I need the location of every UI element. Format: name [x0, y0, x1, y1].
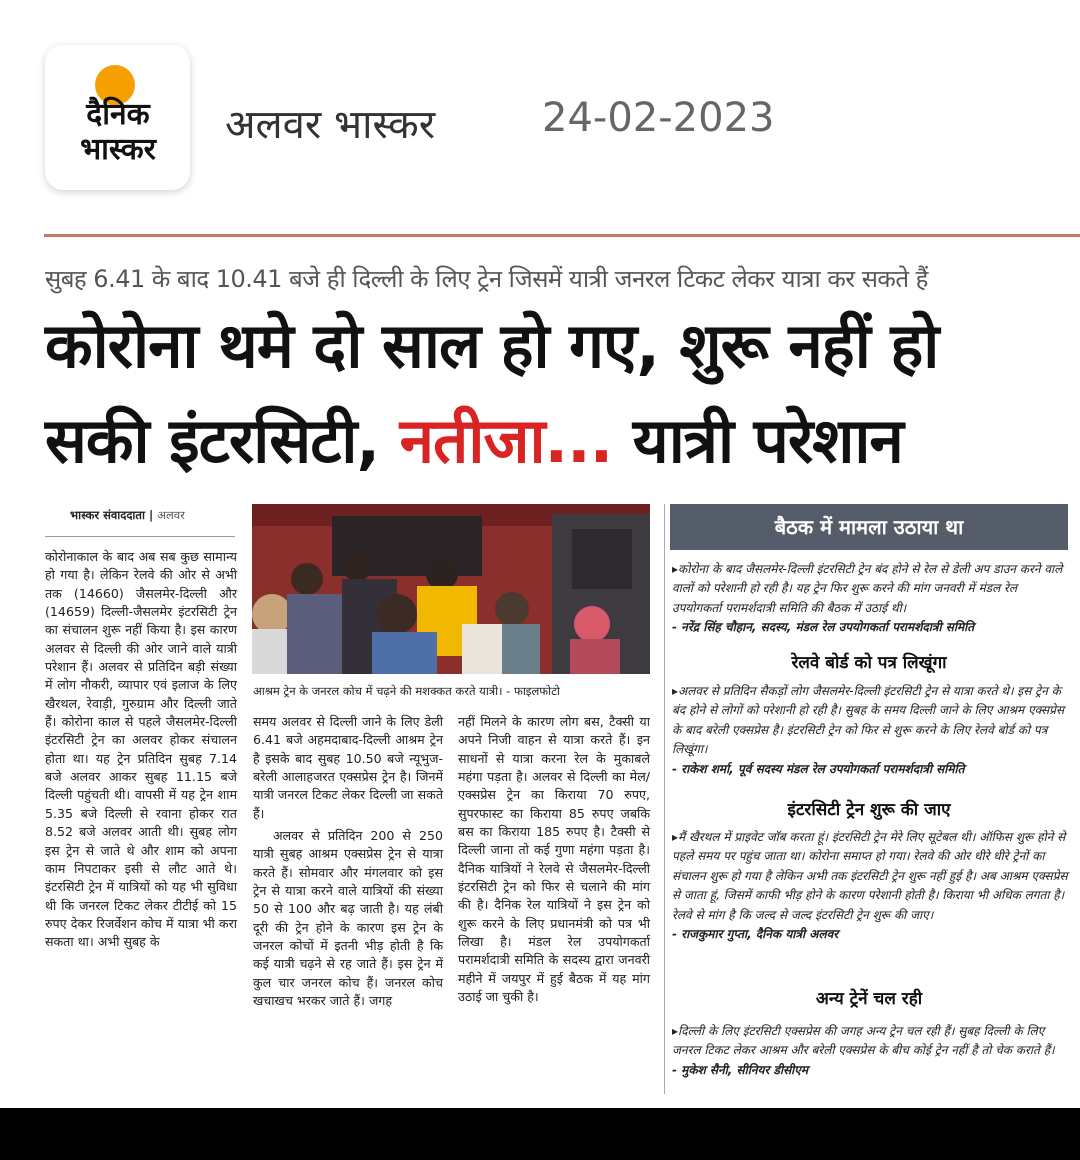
byline-name: भास्कर संवाददाता [70, 508, 145, 522]
edition-date: 24-02-2023 [542, 95, 775, 141]
quote-3-signature: - राजकुमार गुप्ता, दैनिक यात्री अलवर [672, 927, 839, 942]
header-divider [44, 234, 1080, 237]
kicker-headline: सुबह 6.41 के बाद 10.41 बजे ही दिल्ली के लिए ट्रेन जिसमें यात्री जनरल टिकट लेकर यात्रा कर सकते हैं [45, 265, 928, 293]
sidebar-subheading-2: रेलवे बोर्ड को पत्र लिखूंगा [791, 653, 947, 673]
sidebar-quote-2 [672, 682, 1068, 779]
headline-line-2 [45, 395, 903, 487]
article-col2-paragraph-1: समय अलवर से दिल्ली जाने के लिए डेली 6.41 बजे अहमदाबाद-दिल्ली आश्रम ट्रेन है इसके बाद सुबह 10.50 बजे न्यूभुज- बरेली आलाहजरत एक्सप्रेस ट्रेन है। जिनमें यात्री जनरल टिकट लेकर दिल्ली जा सकते हैं। [253, 714, 443, 821]
quote-4-signature: - मुकेश सैनी, सीनियर डीसीएम [672, 1062, 809, 1077]
sidebar-subheading-4: अन्य ट्रेनें चल रही [815, 989, 923, 1009]
article-column-2 [253, 713, 443, 1011]
sidebar-quote-1 [672, 560, 1068, 638]
column-separator [664, 504, 665, 1094]
edition-name: अलवर भास्कर [225, 102, 436, 148]
article-col3-paragraph: नहीं मिलने के कारण लोग बस, टैक्सी या अपने निजी वाहन से यात्रा करते हैं। इन साधनों से यात्रा करना रेल के मुकाबले महंगा पड़ता है। अलवर से दिल्ली का मेल/ एक्सप्रेस ट्रेन का किराया 70 रुपए, सुपरफास्ट का किराया 85 रुपए जबकि बस का किराया 185 रुपए है। टैक्सी से दिल्ली जाना तो कई गुणा महंगा पड़ता है। दैनिक यात्रियों ने रेलवे से जैसलमेर-दिल्ली इंटरसिटी ट्रेन को फिर से चलाने की मांग की है। दैनिक रेल यात्रियों ने इस ट्रेन को शुरू करने के लिए प्रधानमंत्री को पत्र भी लिखा है। मंडल रेल उपयोगकर्ता परामर्शदात्री समिति के सदस्य द्वारा जनवरी महीने में जयपुर में हुई बैठक में यह मांग उठाई जा चुकी है। [458, 714, 650, 1005]
train-crowd-photo [252, 504, 650, 674]
quote-1-text: कोरोना के बाद जैसलमेर-दिल्ली इंटरसिटी ट्रेन बंद होने से रेल से डेली अप डाउन करने वाले वालों को परेशानी हो रही है। यह ट्रेन फिर शुरू करने की मांग जनवरी में मंडल रेल उपयोगकर्ता परामर्शदात्री समिति की बैठक में उठाई थी। [672, 562, 1063, 615]
photo-caption: आश्रम ट्रेन के जनरल कोच में चढ़ने की मशक्कत करते यात्री। - फाइलफोटो [253, 684, 560, 698]
quote-bullet: ▸ [672, 830, 679, 844]
quote-bullet: ▸ [672, 562, 679, 576]
byline-location: अलवर [157, 508, 185, 522]
quote-2-signature: - राकेश शर्मा, पूर्व सदस्य मंडल रेल उपयोगकर्ता परामर्शदात्री समिति [672, 761, 965, 776]
quote-1-signature: - नरेंद्र सिंह चौहान, सदस्य, मंडल रेल उपयोगकर्ता परामर्शदात्री समिति [672, 620, 975, 635]
article-col2-paragraph-2: अलवर से प्रतिदिन 200 से 250 यात्री सुबह आश्रम एक्सप्रेस ट्रेन से यात्रा करते हैं। सोमवार और मंगलवार को इस ट्रेन से यात्रा करने वाले यात्रियों की संख्या 50 से 100 और बढ़ जाती है। यह लंबी दूरी की ट्रेन होने के कारण इस ट्रेन के जनरल कोचों में इतनी भीड़ होती है कि कई यात्री चढ़ने से रह जाते हैं। इस ट्रेन में कुल चार जनरल कोच हैं। जनरल कोच खचाखच भरकर जाते हैं। जगह [253, 828, 443, 1009]
quote-3-text: मैं खैरथल में प्राइवेट जॉब करता हूं। इंटरसिटी ट्रेन मेरे लिए सूटेबल थी। ऑफिस शुरू होने से पहले समय पर पहुंच जाता था। कोरोना समाप्त हो गया। रेलवे की ओर धीरे धीरे ट्रेनों का संचालन शुरू हो गया है लेकिन अभी तक इंटरसिटी ट्रेन शुरू नहीं हुई है। अब आश्रम एक्सप्रेस से जाता हूं, जिसमें काफी भीड़ होने के कारण परेशानी होती है। किराया भी अधिक लगता है। रेलवे से मांग है कि जल्द से जल्द इंटरसिटी ट्रेन शुरू की जाए। [672, 830, 1068, 922]
logo-text-line2: भास्कर [80, 132, 156, 167]
photo-illustration [252, 504, 650, 674]
sidebar-quote-4 [672, 1022, 1068, 1080]
sidebar-heading: बैठक में मामला उठाया था [670, 504, 1068, 550]
quote-4-text: दिल्ली के लिए इंटरसिटी एक्सप्रेस की जगह अन्य ट्रेन चल रही हैं। सुबह दिल्ली के लिए जनरल टिकट लेकर आश्रम और बरेली एक्सप्रेस के बीच कोई ट्रेन नहीं है तो चेक कराते हैं। [672, 1024, 1055, 1058]
article-column-1: कोरोनाकाल के बाद अब सब कुछ सामान्य हो गया है। लेकिन रेलवे की ओर से अभी तक (14660) जैसलमेर-दिल्ली और (14659) दिल्ली-जैसलमेर इंटरसिटी ट्रेन का संचालन शुरू नहीं किया है। इस कारण अलवर से दिल्ली की ओर जाने वाले यात्री परेशान हैं। अलवर से प्रतिदिन बड़ी संख्या में लोग नौकरी, व्यापार एवं इलाज के लिए खैरथल, रेवाड़ी, गुरुग्राम और दिल्ली जाते हैं। कोरोना काल से पहले जैसलमेर-दिल्ली इंटरसिटी ट्रेन का अलवर होकर संचालन होता था। यह ट्रेन प्रतिदिन सुबह 7.14 बजे अलवर आकर सुबह 11.15 बजे दिल्ली पहुंचती थी। वापसी में यह ट्रेन शाम 5.35 बजे दिल्ली से रवाना होकर रात 8.52 बजे अलवर आती थी। सुबह लोग इस ट्रेन से जाते थे और शाम को अपना काम निपटाकर इसी से लौट आते थे। इंटरसिटी ट्रेन में यात्रियों को यह भी सुविधा थी कि जनरल टिकट लेकर टीटीई को 15 रुपए देकर रिजर्वेशन कोच में यात्रा भी करा सकता था। अभी सुबह के [45, 549, 237, 950]
byline: भास्कर संवाददाता | अलवर [70, 508, 185, 522]
bottom-black-bar [0, 1108, 1080, 1160]
logo-text-line1: दैनिक [86, 97, 150, 132]
headline-part-b: यात्री परेशान [612, 404, 903, 477]
headline-line-1: कोरोना थमे दो साल हो गए, शुरू नहीं हो [45, 309, 939, 382]
quote-bullet: ▸ [672, 684, 679, 698]
quote-2-text: अलवर से प्रतिदिन सैकड़ों लोग जैसलमेर-दिल्ली इंटरसिटी ट्रेन से यात्रा करते थे। इस ट्रेन के बंद होने से लोगों को परेशानी हो रही है। सुबह के समय दिल्ली जाने के लिए आश्रम एक्सप्रेस के बाद बरेली एक्सप्रेस है। इंटरसिटी ट्रेन को फिर से शुरू करने के लिए रेलवे बोर्ड को पत्र लिखूंगा। [672, 684, 1065, 757]
sidebar-quote-3 [672, 828, 1068, 944]
article-column-3 [458, 713, 650, 1007]
headline-highlight: नतीजा... [399, 404, 613, 477]
quote-bullet: ▸ [672, 1024, 679, 1038]
headline-part-a: सकी इंटरसिटी, [45, 404, 400, 477]
byline-divider [45, 536, 235, 537]
dainik-bhaskar-logo[interactable] [45, 45, 190, 190]
sidebar-subheading-3: इंटरसिटी ट्रेन शुरू की जाए [787, 800, 951, 820]
